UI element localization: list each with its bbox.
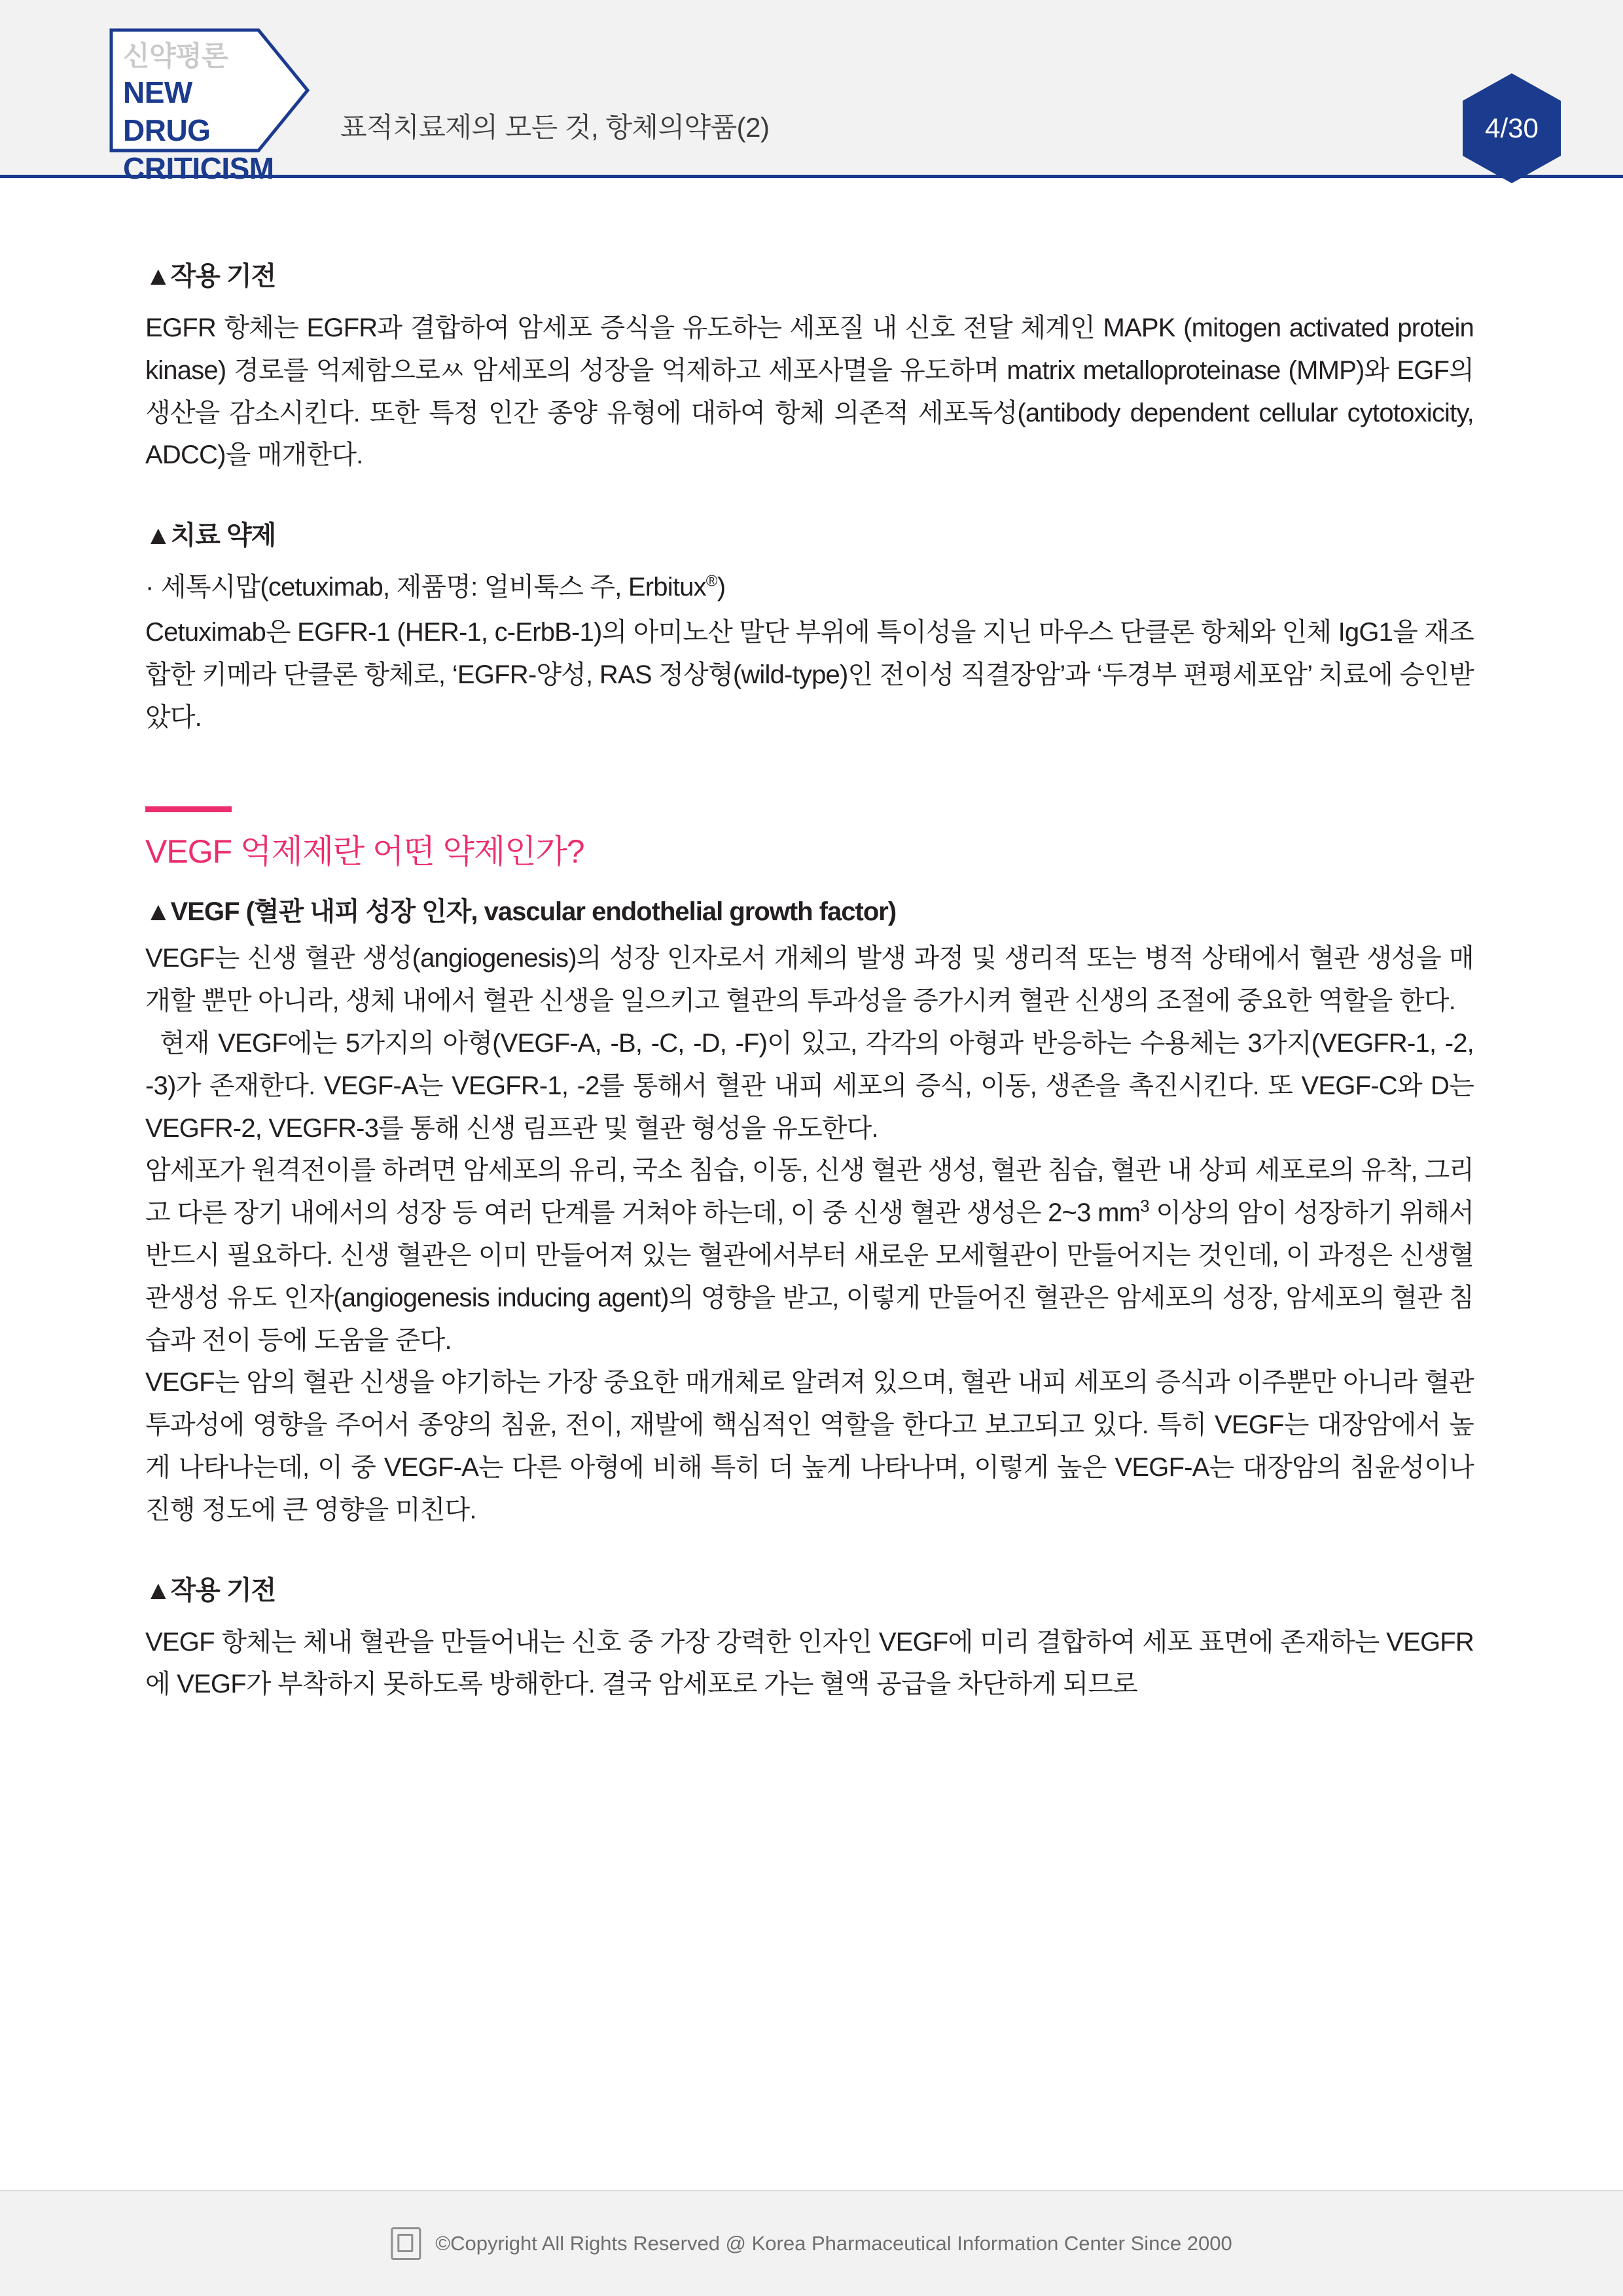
page-title: 표적치료제의 모든 것, 항체의약품(2) [340,112,770,143]
vegf-paragraph-5: VEGF 항체는 체내 혈관을 만들어내는 신호 중 가장 강력한 인자인 VEGF에 미리 결합하여 세포 표면에 존재하는 VEGFR에 VEGF가 부착하지 못하도록 방해한다. 결국 암세포로 가는 혈액 공급을 차단하게 되므로 [145,1627,1474,1699]
registered-mark: ® [705,572,717,590]
vegf-section-header [145,806,1474,872]
section-paragraph: EGFR 항체는 EGFR과 결합하여 암세포 증식을 유도하는 세포질 내 신호 전달 체계인 MAPK (mitogen activated protein kinase) 경로를 억제함으로ㅆ 암세포의 성장을 억제하고 세포사멸을 유도하며 matrix metalloproteinase (MMP)와 EGF의 생산을 감소시킨다. 또한 특정 인간 종양 유형에 대하여 항체 의존적 세포독성(antibody dependent cellular cytotoxicity, ADCC)을 매개한다. [145,314,1474,470]
logo-text-block [123,39,287,188]
drug-bullet-item [145,566,1474,609]
logo-english-line2: CRITICISM [123,151,274,185]
section-therapeutic-agents [145,514,1474,738]
vegf-paragraph-3-part1: 암세포가 원격전이를 하려면 암세포의 유리, 국소 침습, 이동, 신생 혈관 생성, 혈관 침습, 혈관 내 상피 세포로의 유착, 그리고 다른 장기 내에서의 성장 등 여러 단계를 거쳐야 하는데, 이 중 신생 혈관 생성은 2~3 mm [145,1156,1474,1228]
brand-logo [98,25,314,185]
logo-korean: 신약평론 [123,41,228,71]
drug-bullet-text: 세톡시맙(cetuximab, 제품명: 얼비툭스 주, Erbitux [161,573,706,602]
vegf-paragraph-4: VEGF는 암의 혈관 신생을 야기하는 가장 중요한 매개체로 알려져 있으며, 혈관 내피 세포의 증식과 이주뿐만 아니라 혈관 투과성에 영향을 주어서 종양의 침윤, 전이, 재발에 핵심적인 역할을 한다고 보고되고 있다. 특히 VEGF는 대장암에서 높게 나타나는데, 이 중 VEGF-A는 다른 아형에 비해 특히 더 높게 나타나며, 이렇게 높은 VEGF-A는 대장암의 침윤성이나 진행 정도에 큰 영향을 미친다. [145,1368,1474,1524]
section-mechanism-egfr [145,255,1474,476]
spacer [145,476,1474,514]
footer-content [391,2227,1232,2260]
spacer [145,1532,1474,1570]
book-icon [391,2227,421,2260]
page-footer [0,2190,1623,2296]
vegf-paragraph-3 [145,1149,1474,1361]
header-bar [0,0,1623,185]
section-heading: ▲치료 약제 [145,521,276,550]
accent-rule [145,806,232,812]
document-body [145,255,1474,1706]
vegf-sub-heading: ▲VEGF (혈관 내피 성장 인자, vascular endothelial growth factor) [145,897,897,927]
page-number-text: 4/30 [1485,113,1539,143]
vegf-paragraph-3-part2: 이상의 암이 성장하기 위해서 반드시 필요하다. 신생 혈관은 이미 만들어져 있는 혈관에서부터 새로운 모세혈관이 만들어지는 것인데, 이 과정은 신생혈관생성 유도 인자(angiogenesis inducing agent)의 영향을 받고, 이렇게 만들어진 혈관은 암세포의 성장, 암세포의 혈관 침습과 전이 등에 도움을 준다. [145,1198,1474,1355]
footer-copyright: ©Copyright All Rights Reserved @ Korea Pharmaceutical Information Center Since 2000 [435,2232,1232,2255]
page-number-badge [1463,73,1561,183]
vegf-paragraph-1: VEGF는 신생 혈관 생성(angiogenesis)의 성장 인자로서 개체의 발생 과정 및 생리적 또는 병적 상태에서 혈관 생성을 매개할 뿐만 아니라, 생체 내에서 혈관 신생을 일으키고 혈관의 투과성을 증가시켜 혈관 신생의 조절에 중요한 역할을 한다. [145,944,1474,1016]
drug-bullet-suffix: ) [717,573,726,602]
superscript-cube: 3 [1140,1196,1149,1216]
vegf-section-title: VEGF 억제제란 어떤 약제인가? [145,833,584,870]
page-header [0,0,1623,185]
vegf-paragraph-2: 현재 VEGF에는 5가지의 아형(VEGF-A, -B, -C, -D, -F)이 있고, 각각의 아형과 반응하는 수용체는 3가지(VEGFR-1, -2, -3)가 존재한다. VEGF-A는 VEGFR-1, -2를 통해서 혈관 내피 세포의 증식, 이동, 생존을 촉진시킨다. 또 VEGF-C와 D는 VEGFR-2, VEGFR-3를 통해 신생 림프관 및 혈관 형성을 유도한다. [145,1028,1474,1143]
logo-english-line1: NEW DRUG [123,75,211,147]
bullet-dot-icon: · [145,573,154,602]
vegf-mechanism-heading: ▲작용 기전 [145,1575,276,1605]
section-paragraph: Cetuximab은 EGFR-1 (HER-1, c-ErbB-1)의 아미노산 말단 부위에 특이성을 지닌 마우스 단클론 항체와 인체 IgG1을 재조합한 키메라 단클론 항체로, ‘EGFR-양성, RAS 정상형(wild-type)인 전이성 직결장암’과 ‘두경부 편평세포암’ 치료에 승인받았다. [145,617,1474,732]
section-heading: ▲작용 기전 [145,262,276,291]
